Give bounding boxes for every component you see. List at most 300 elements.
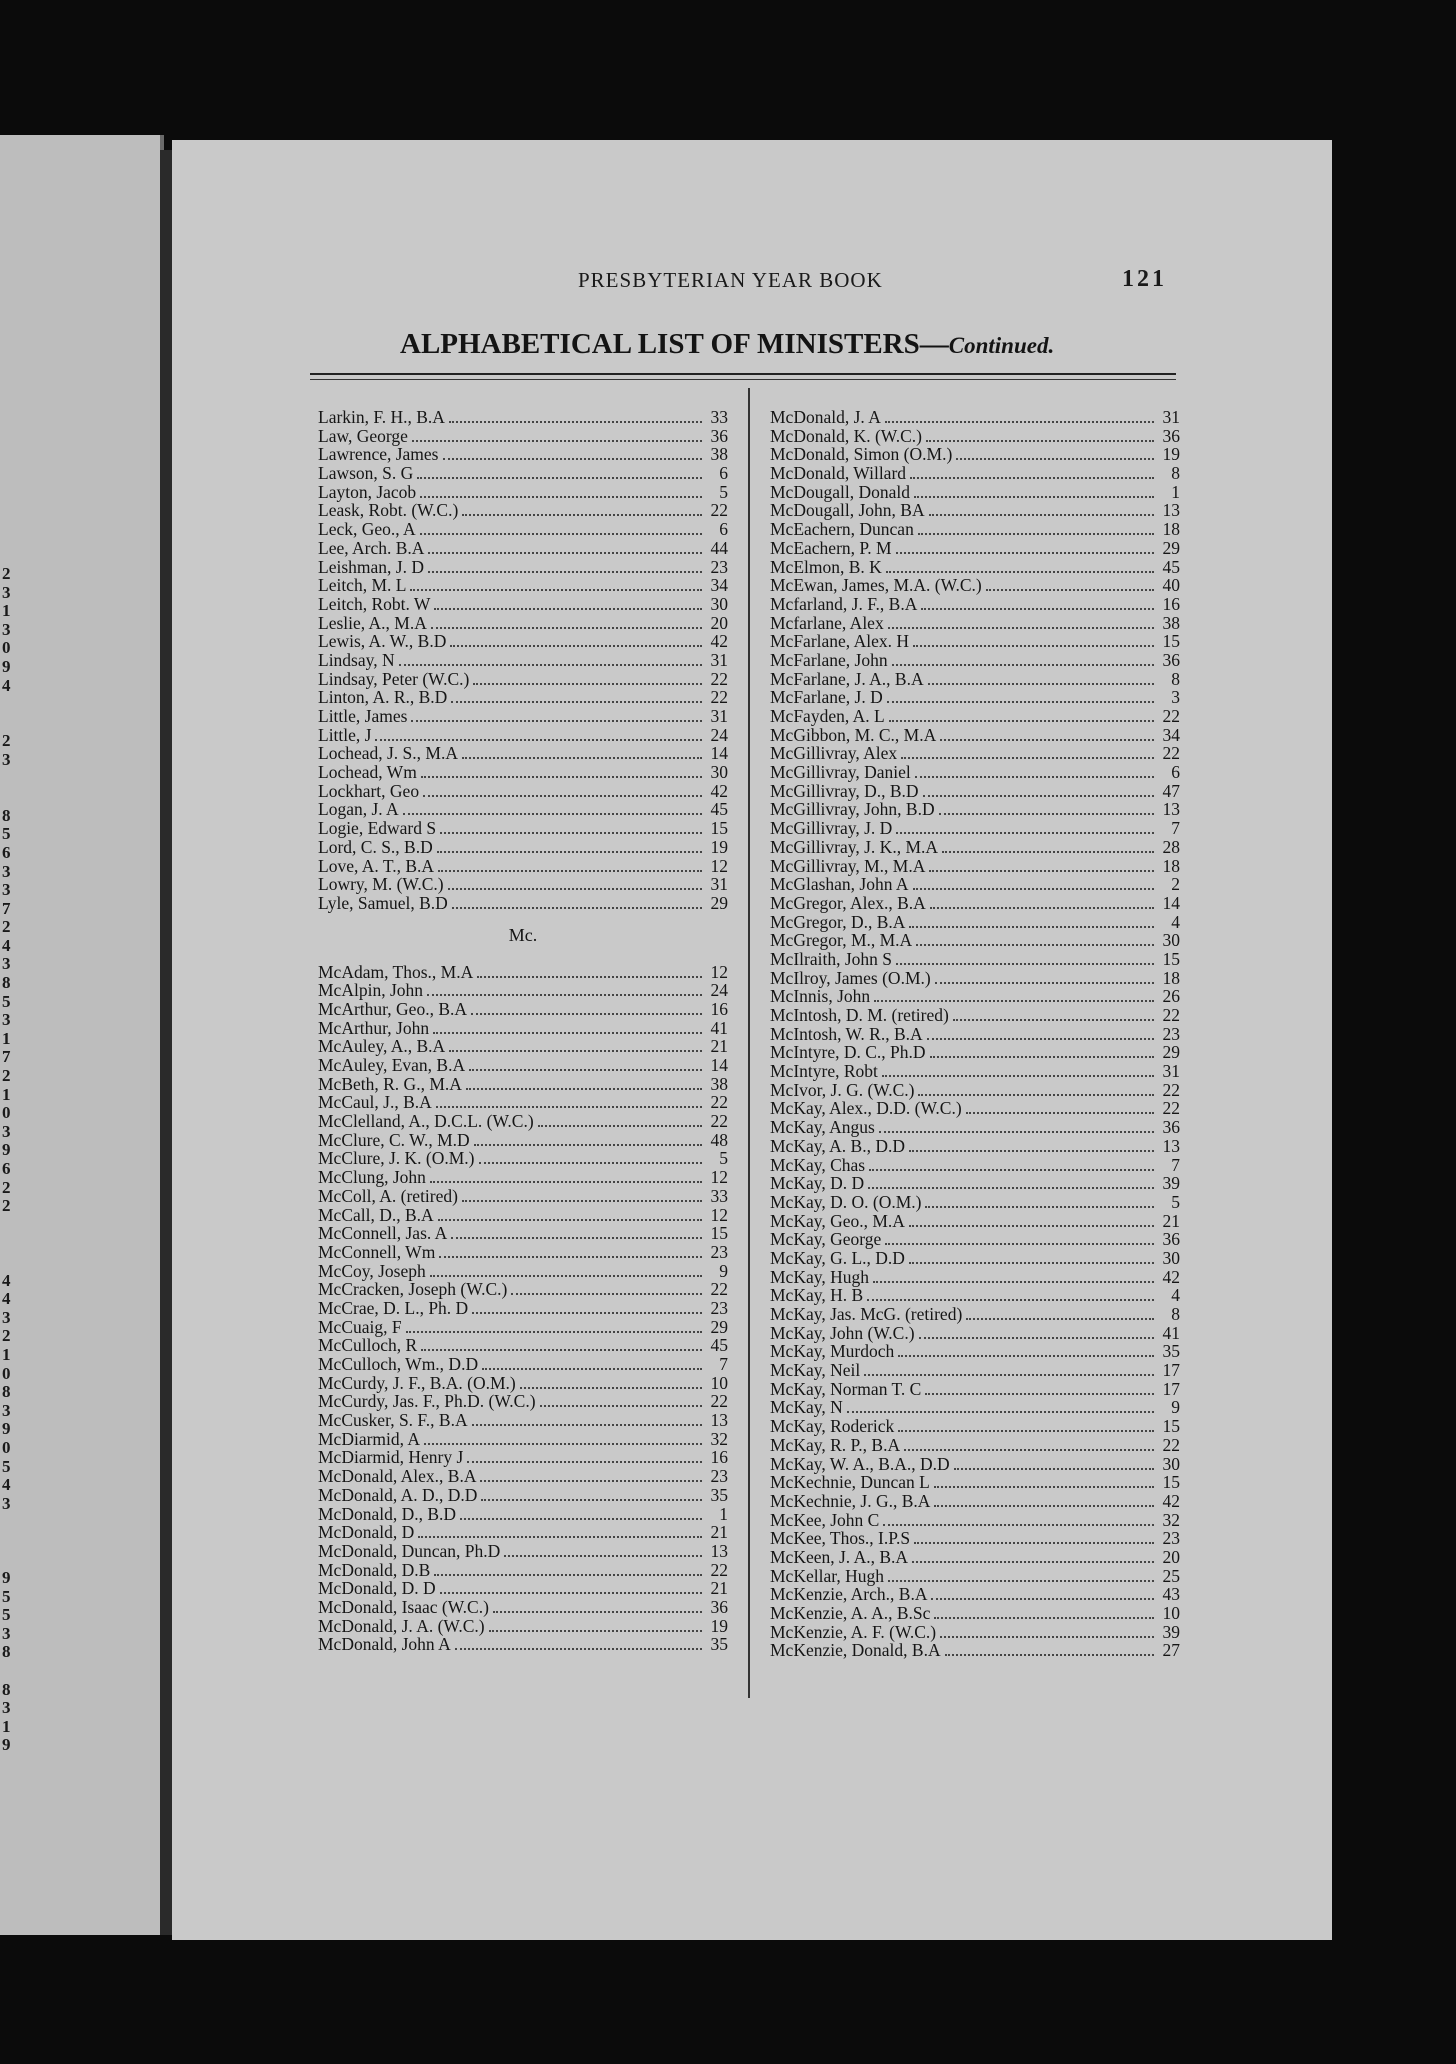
- margin-digit: 7: [2, 898, 11, 918]
- page-reference: 13: [710, 1410, 728, 1431]
- leader-dots: [493, 1599, 702, 1613]
- index-entry: [770, 894, 1180, 913]
- page-reference: 6: [719, 519, 728, 540]
- page-reference: 8: [1171, 668, 1180, 689]
- page-reference: 18: [1162, 967, 1180, 988]
- minister-name: Love, A. T., B.A: [318, 855, 435, 876]
- page-reference: 42: [1162, 1490, 1180, 1511]
- leader-dots: [504, 1543, 702, 1557]
- minister-name: McClure, J. K. (O.M.): [318, 1148, 475, 1169]
- minister-name: McKay, Angus: [770, 1117, 875, 1138]
- index-entry: [318, 595, 728, 614]
- minister-name: Lewis, A. W., B.D: [318, 631, 447, 652]
- leader-dots: [466, 1076, 702, 1090]
- minister-name: Larkin, F. H., B.A: [318, 407, 445, 427]
- leader-dots: [443, 446, 703, 460]
- minister-name: Leslie, A., M.A: [318, 612, 427, 633]
- index-entry: [770, 427, 1180, 446]
- index-entry: [318, 464, 728, 483]
- leader-dots: [428, 559, 702, 573]
- index-entry: [318, 1598, 728, 1617]
- page-reference: 42: [710, 780, 728, 801]
- leader-dots: [901, 745, 1154, 759]
- page-reference: 25: [1162, 1565, 1180, 1586]
- minister-name: McKee, John C: [770, 1509, 880, 1530]
- minister-name: McKay, H. B: [770, 1285, 864, 1306]
- leader-dots: [434, 1562, 702, 1576]
- page-reference: 5: [719, 481, 728, 502]
- page-reference: 45: [1162, 556, 1180, 577]
- minister-name: McDonald, D: [318, 1522, 415, 1543]
- margin-digit: 3: [2, 619, 11, 639]
- leader-dots: [406, 1319, 702, 1333]
- index-entry: [770, 520, 1180, 539]
- index-entry: [318, 427, 728, 446]
- index-entry: [770, 1342, 1180, 1361]
- leader-dots: [956, 446, 1154, 460]
- index-entry: [770, 1081, 1180, 1100]
- index-entry: [770, 1193, 1180, 1212]
- minister-name: McDonald, D.B: [318, 1559, 431, 1580]
- index-entry: [770, 1567, 1180, 1586]
- margin-digit: [2, 788, 16, 807]
- page-reference: 22: [1162, 1098, 1180, 1119]
- page-reference: 23: [710, 1297, 728, 1318]
- leader-dots: [916, 932, 1154, 946]
- margin-digit: [2, 714, 16, 733]
- leader-dots: [887, 689, 1154, 703]
- index-entry: [770, 1548, 1180, 1567]
- leader-dots: [430, 1169, 702, 1183]
- page-reference: 33: [710, 407, 728, 427]
- leader-dots: [411, 708, 702, 722]
- margin-digit: 3: [2, 861, 11, 881]
- leader-dots: [867, 1287, 1154, 1301]
- index-entry: [318, 819, 728, 838]
- minister-name: McKenzie, Arch., B.A: [770, 1584, 928, 1605]
- margin-digit: [2, 1234, 16, 1253]
- leader-dots: [540, 1393, 702, 1407]
- minister-name: Layton, Jacob: [318, 481, 417, 502]
- index-entry: [770, 445, 1180, 464]
- leader-dots: [418, 1524, 702, 1538]
- margin-digit: 3: [2, 1493, 11, 1513]
- leader-dots: [925, 1194, 1154, 1208]
- minister-name: McEachern, Duncan: [770, 519, 914, 540]
- minister-name: Leitch, M. L: [318, 575, 407, 596]
- minister-name: McDiarmid, A: [318, 1428, 421, 1449]
- leader-dots: [898, 1343, 1154, 1357]
- minister-name: McCaul, J., B.A: [318, 1092, 432, 1113]
- leader-dots: [885, 409, 1154, 423]
- leader-dots: [480, 1468, 702, 1482]
- margin-digit: 6: [2, 842, 11, 862]
- page-reference: 39: [1162, 1621, 1180, 1642]
- page-reference: 34: [710, 575, 728, 596]
- margin-digit: 9: [2, 1419, 11, 1439]
- minister-name: McElmon, B. K: [770, 556, 882, 577]
- leader-dots: [966, 1306, 1154, 1320]
- minister-name: McGillivray, J. D: [770, 818, 893, 839]
- page-reference: 19: [710, 1615, 728, 1636]
- minister-name: McKay, R. P., B.A: [770, 1434, 901, 1455]
- leader-dots: [898, 1418, 1154, 1432]
- leader-dots: [420, 521, 702, 535]
- index-entry: [318, 1262, 728, 1281]
- margin-digit: 1: [2, 1028, 11, 1048]
- leader-dots: [945, 1642, 1154, 1656]
- page-reference: 38: [1162, 612, 1180, 633]
- index-entry: [770, 688, 1180, 707]
- page-reference: 31: [710, 874, 728, 895]
- minister-name: McDonald, A. D., D.D: [318, 1484, 478, 1505]
- margin-digit: 3: [2, 1121, 11, 1141]
- leader-dots: [909, 1213, 1154, 1227]
- page-reference: 23: [710, 556, 728, 577]
- leader-dots: [883, 1512, 1154, 1526]
- index-entry: [770, 1585, 1180, 1604]
- index-entry: [318, 1056, 728, 1075]
- leader-dots: [935, 970, 1154, 984]
- leader-dots: [892, 652, 1154, 666]
- page-reference: 43: [1162, 1584, 1180, 1605]
- page-reference: 36: [1162, 1117, 1180, 1138]
- page-title: [400, 328, 1100, 361]
- leader-dots: [888, 1568, 1154, 1582]
- page-reference: 31: [1162, 1061, 1180, 1082]
- index-entry: [770, 1174, 1180, 1193]
- margin-digit: 8: [2, 1642, 11, 1662]
- minister-name: McCulloch, Wm., D.D: [318, 1354, 479, 1374]
- page-reference: 29: [1162, 537, 1180, 558]
- minister-name: McIntosh, D. M. (retired): [770, 1005, 949, 1025]
- page-reference: 29: [710, 892, 728, 913]
- margin-digit: 1: [2, 601, 11, 621]
- minister-name: McKay, D. O. (O.M.): [770, 1191, 922, 1212]
- minister-name: McGregor, Alex., B.A: [770, 892, 926, 913]
- index-entry: [318, 782, 728, 801]
- page-reference: 22: [710, 1092, 728, 1113]
- index-entry: [770, 1137, 1180, 1156]
- index-entry: [770, 1268, 1180, 1287]
- index-entry: [770, 969, 1180, 988]
- page-reference: 26: [1162, 986, 1180, 1007]
- index-entry: [770, 1286, 1180, 1305]
- minister-name: McIvor, J. G. (W.C.): [770, 1079, 915, 1100]
- leader-dots: [913, 633, 1154, 647]
- page-reference: 34: [1162, 724, 1180, 745]
- page-reference: 42: [1162, 1266, 1180, 1287]
- index-entry: [770, 1380, 1180, 1399]
- page-reference: 12: [710, 1204, 728, 1225]
- index-entry: [318, 1430, 728, 1449]
- minister-name: Lochead, J. S., M.A: [318, 743, 458, 764]
- index-entry: [318, 1149, 728, 1168]
- index-entry: [770, 1455, 1180, 1474]
- minister-name: McArthur, Geo., B.A: [318, 998, 467, 1019]
- index-entry: [318, 1000, 728, 1019]
- minister-name: Lindsay, N: [318, 649, 395, 670]
- index-entry: [318, 857, 728, 876]
- index-entry: [770, 950, 1180, 969]
- page-reference: 13: [710, 1540, 728, 1561]
- leader-dots: [471, 1001, 702, 1015]
- minister-name: McKellar, Hugh: [770, 1565, 884, 1586]
- leader-dots: [882, 1063, 1154, 1077]
- index-entry: [318, 1318, 728, 1337]
- margin-digit: 2: [2, 1066, 11, 1086]
- minister-name: Linton, A. R., B.D: [318, 687, 448, 708]
- leader-dots: [410, 577, 702, 591]
- page-reference: 36: [1162, 649, 1180, 670]
- minister-name: Mcfarlane, Alex: [770, 612, 884, 633]
- leader-dots: [437, 839, 702, 853]
- page-reference: 9: [1171, 1397, 1180, 1418]
- index-entry: [318, 1299, 728, 1318]
- page-reference: 18: [1162, 519, 1180, 540]
- leader-dots: [886, 559, 1154, 573]
- margin-digit: 5: [2, 1586, 11, 1606]
- margin-digit: 3: [2, 880, 11, 900]
- index-entry: [318, 576, 728, 595]
- index-entry: [318, 1448, 728, 1467]
- leader-dots: [438, 1207, 702, 1221]
- minister-name: McKay, Geo., M.A: [770, 1210, 905, 1231]
- leader-dots: [934, 1605, 1154, 1619]
- leader-dots: [423, 783, 702, 797]
- margin-digit: 4: [2, 675, 11, 695]
- page-reference: 22: [1162, 1079, 1180, 1100]
- page-reference: 13: [1162, 1135, 1180, 1156]
- index-entry: [770, 1436, 1180, 1455]
- minister-name: McDonald, Duncan, Ph.D: [318, 1540, 501, 1561]
- minister-name: McKay, George: [770, 1229, 882, 1250]
- index-entry: [318, 1131, 728, 1150]
- index-entry: [770, 875, 1180, 894]
- page-reference: 8: [1171, 1304, 1180, 1324]
- leader-dots: [914, 484, 1154, 498]
- column-divider: [748, 388, 750, 1698]
- leader-dots: [433, 1020, 702, 1034]
- minister-name: McCusker, S. F., B.A: [318, 1410, 468, 1431]
- leader-dots: [472, 1412, 702, 1426]
- minister-name: Lochead, Wm: [318, 762, 417, 783]
- leader-dots: [481, 1487, 702, 1501]
- leader-dots: [873, 1269, 1154, 1283]
- index-entry: [770, 576, 1180, 595]
- leader-dots: [417, 465, 702, 479]
- index-entry: [318, 483, 728, 502]
- index-entry: [318, 1486, 728, 1505]
- leader-dots: [434, 596, 702, 610]
- page-reference: 15: [1162, 948, 1180, 969]
- index-entry: [770, 1212, 1180, 1231]
- index-entry: [770, 408, 1180, 427]
- minister-name: McKay, A. B., D.D: [770, 1135, 905, 1156]
- title-rule-thin: [310, 379, 1176, 380]
- index-entry: [770, 651, 1180, 670]
- page-reference: 22: [710, 687, 728, 708]
- margin-digit: 1: [2, 1084, 11, 1104]
- page-reference: 39: [1162, 1173, 1180, 1194]
- leader-dots: [954, 1456, 1154, 1470]
- page-reference: 21: [710, 1036, 728, 1057]
- index-entry: [770, 913, 1180, 932]
- page-reference: 7: [1171, 1154, 1180, 1175]
- title-main: ALPHABETICAL LIST OF MINISTERS—: [400, 328, 949, 360]
- page-reference: 5: [719, 1148, 728, 1169]
- leader-dots: [868, 1175, 1154, 1189]
- margin-digit: 9: [2, 1140, 11, 1160]
- leader-dots: [520, 1375, 702, 1389]
- page-reference: 44: [710, 537, 728, 558]
- page-reference: 45: [710, 1335, 728, 1356]
- leader-dots: [462, 502, 702, 516]
- index-entry: [770, 614, 1180, 633]
- minister-name: McInnis, John: [770, 986, 871, 1007]
- index-entry: [770, 1043, 1180, 1062]
- leader-dots: [926, 428, 1154, 442]
- minister-name: Lord, C. S., B.D: [318, 836, 433, 857]
- minister-name: McKay, Neil: [770, 1360, 861, 1381]
- leader-dots: [451, 1225, 702, 1239]
- minister-name: McConnell, Jas. A: [318, 1223, 448, 1244]
- leader-dots: [934, 1474, 1154, 1488]
- page-reference: 16: [1162, 593, 1180, 614]
- leader-dots: [375, 727, 702, 741]
- page-reference: 7: [1171, 818, 1180, 839]
- minister-name: Logan, J. A: [318, 799, 399, 820]
- leader-dots: [847, 1399, 1154, 1413]
- leader-dots: [449, 409, 702, 423]
- margin-digit: 1: [2, 1344, 11, 1364]
- page-reference: 22: [710, 1279, 728, 1300]
- leader-dots: [412, 428, 702, 442]
- index-entry: [770, 670, 1180, 689]
- leader-dots: [912, 1549, 1154, 1563]
- page-reference: 41: [710, 1017, 728, 1038]
- minister-name: McCurdy, Jas. F., Ph.D. (W.C.): [318, 1391, 536, 1412]
- minister-name: McKay, W. A., B.A., D.D: [770, 1453, 950, 1474]
- margin-digit: 0: [2, 1363, 11, 1383]
- page-reference: 16: [710, 1447, 728, 1468]
- page-reference: 40: [1162, 575, 1180, 596]
- index-entry: [318, 614, 728, 633]
- minister-name: McDonald, D. D: [318, 1578, 436, 1599]
- index-entry: [770, 1230, 1180, 1249]
- index-entry: [318, 963, 728, 982]
- index-entry: [318, 520, 728, 539]
- minister-name: McGregor, D., B.A: [770, 911, 906, 932]
- margin-digit: 8: [2, 1382, 11, 1402]
- minister-name: McGillivray, Alex: [770, 743, 898, 764]
- index-entry: [770, 1006, 1180, 1025]
- page-reference: 15: [1162, 631, 1180, 652]
- leader-dots: [913, 876, 1154, 890]
- title-rule-thick: [310, 373, 1176, 375]
- leader-dots: [928, 671, 1154, 685]
- index-entry: [770, 838, 1180, 857]
- page-reference: 23: [710, 1466, 728, 1487]
- leader-dots: [909, 1138, 1154, 1152]
- minister-name: McCrae, D. L., Ph. D: [318, 1297, 469, 1318]
- page-reference: 15: [1162, 1416, 1180, 1437]
- index-entry: [318, 539, 728, 558]
- left-entries-mc: [318, 963, 728, 1654]
- leader-dots: [927, 1026, 1154, 1040]
- minister-name: McCurdy, J. F., B.A. (O.M.): [318, 1372, 516, 1393]
- margin-digit: [2, 695, 16, 714]
- margin-digit: 3: [2, 954, 11, 974]
- minister-name: Logie, Edward S: [318, 818, 437, 839]
- index-entry: [318, 800, 728, 819]
- index-entry: [770, 1604, 1180, 1623]
- minister-name: McGregor, M., M.A: [770, 930, 913, 951]
- page-reference: 29: [1162, 1042, 1180, 1063]
- leader-dots: [869, 1157, 1154, 1171]
- leader-dots: [421, 1337, 702, 1351]
- title-continued: Continued.: [948, 333, 1055, 358]
- index-entry: [770, 857, 1180, 876]
- leader-dots: [452, 895, 702, 909]
- leader-dots: [940, 727, 1154, 741]
- margin-digit: 8: [2, 805, 11, 825]
- index-entry: [318, 1374, 728, 1393]
- index-entry: [770, 1529, 1180, 1548]
- page-reference: 31: [710, 649, 728, 670]
- leader-dots: [915, 764, 1154, 778]
- page-reference: 12: [710, 1167, 728, 1188]
- leader-dots: [896, 951, 1154, 965]
- minister-name: McKay, D. D: [770, 1173, 865, 1194]
- leader-dots: [904, 1437, 1154, 1451]
- index-entry: [770, 501, 1180, 520]
- leader-dots: [462, 1188, 702, 1202]
- margin-digit: 9: [2, 1735, 11, 1755]
- minister-name: McCoy, Joseph: [318, 1260, 426, 1281]
- page-reference: 17: [1162, 1378, 1180, 1399]
- leader-dots: [538, 1113, 702, 1127]
- page-reference: 47: [1162, 780, 1180, 801]
- page-reference: 30: [710, 762, 728, 783]
- page-reference: 21: [710, 1578, 728, 1599]
- margin-digit: 0: [2, 1103, 11, 1123]
- index-entry: [318, 1392, 728, 1411]
- minister-name: McCracken, Joseph (W.C.): [318, 1279, 508, 1300]
- margin-digit: [2, 1216, 16, 1235]
- minister-name: McDonald, John A: [318, 1634, 451, 1655]
- page-reference: 22: [710, 1391, 728, 1412]
- minister-name: McAdam, Thos., M.A: [318, 961, 474, 982]
- margin-digit: 4: [2, 1475, 11, 1495]
- margin-digit: [2, 1513, 16, 1532]
- minister-name: McDougall, John, BA: [770, 500, 925, 521]
- leader-dots: [889, 708, 1154, 722]
- page-reference: 20: [710, 612, 728, 633]
- leader-dots: [885, 1231, 1154, 1245]
- minister-name: McAuley, Evan, B.A: [318, 1055, 466, 1075]
- minister-name: McCulloch, R: [318, 1335, 418, 1356]
- leader-dots: [438, 858, 702, 872]
- index-entry: [770, 558, 1180, 577]
- minister-name: Leitch, Robt. W: [318, 593, 431, 614]
- minister-name: McDonald, J. A: [770, 407, 881, 427]
- minister-name: McKay, Norman T. C: [770, 1378, 922, 1399]
- minister-name: McGlashan, John A: [770, 874, 909, 895]
- page-reference: 7: [719, 1354, 728, 1374]
- index-entry: [318, 1617, 728, 1636]
- leader-dots: [942, 839, 1154, 853]
